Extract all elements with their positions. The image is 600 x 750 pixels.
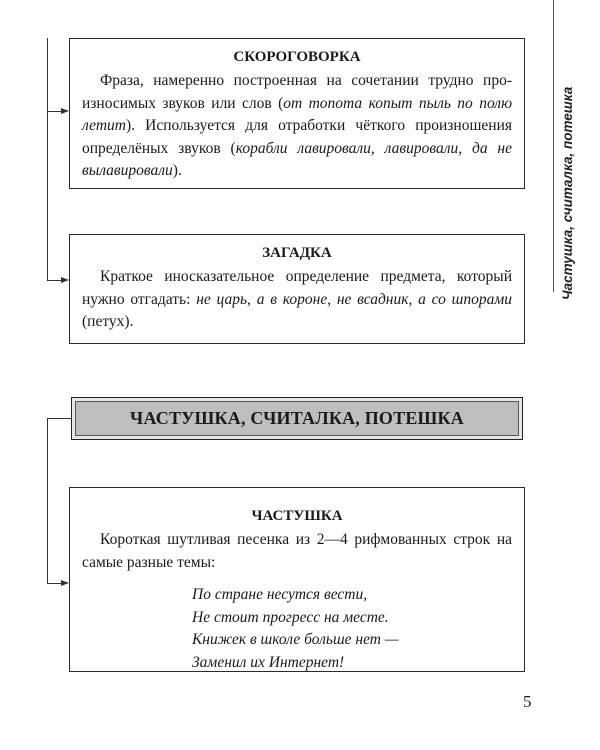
- poem-line: Не стоит прогресс на месте.: [192, 608, 389, 626]
- connector-branch-3: [47, 583, 61, 584]
- connector-from-banner: [47, 418, 71, 419]
- section-side-label: Частушка, считалка, потешка: [560, 86, 575, 300]
- chastushka-poem: [82, 584, 512, 674]
- arrow-to-zagadka-icon: [61, 277, 69, 283]
- text-segment: Краткое иносказательное определение предмета, который нужно отгадать:: [82, 268, 512, 308]
- zagadka-definition: [82, 266, 512, 334]
- text-segment: ).: [172, 162, 182, 179]
- connector-branch-1: [47, 111, 61, 112]
- connector-vertical-top: [47, 38, 48, 280]
- chastushka-title: ЧАСТУШКА: [251, 508, 343, 524]
- chastushka-definition: Короткая шутливая песенка из 2—4 рифмованных строк на самые разные темы:: [82, 531, 512, 571]
- arrow-to-chastushka-icon: [61, 580, 69, 586]
- section-banner: ЧАСТУШКА, СЧИТАЛКА, ПОТЕШКА: [71, 397, 523, 440]
- page-edge-line: [553, 0, 554, 292]
- arrow-to-skorogovorka-icon: [61, 108, 69, 114]
- connector-vertical-bottom: [47, 418, 48, 583]
- example-phrase: корабли лавировали, лавировали, да не вылавировали: [82, 139, 512, 179]
- poem-line: Книжек в школе больше нет —: [192, 631, 399, 648]
- connector-branch-2: [47, 280, 61, 281]
- skorogovorka-box: [69, 38, 525, 189]
- text-segment: ). Используется для отработки чёткого произношения определёных звуков (: [82, 117, 512, 157]
- skorogovorka-title: СКОРОГОВОРКА: [233, 49, 361, 65]
- poem-line: По стране несутся вести,: [192, 586, 368, 603]
- example-phrase: от топота копыт пыль по полю летит: [82, 94, 512, 134]
- example-phrase: не царь, а в короне, не всадник, а со шпорами: [196, 290, 512, 308]
- skorogovorka-definition: [82, 70, 512, 183]
- zagadka-box: [69, 234, 525, 344]
- text-segment: (петух).: [82, 313, 134, 330]
- text-segment: Фраза, намеренно построенная на сочетании трудно произносимых звуков или слов (: [82, 72, 512, 112]
- poem-line: Заменил их Интернет!: [192, 653, 345, 671]
- chastushka-box: [69, 487, 525, 672]
- page-number: 5: [523, 692, 532, 711]
- zagadka-title: ЗАГАДКА: [262, 245, 332, 261]
